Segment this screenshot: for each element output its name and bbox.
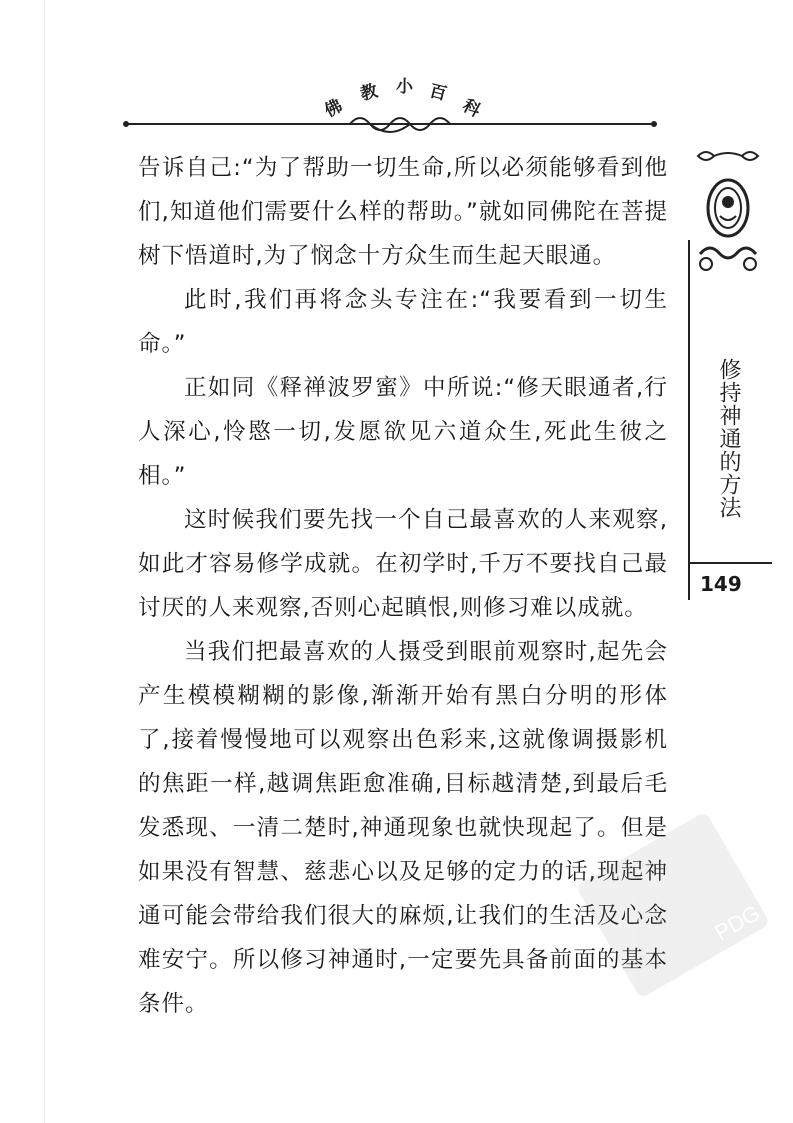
paragraph: 当我们把最喜欢的人摄受到眼前观察时,起先会产生模模糊糊的影像,渐渐开始有黑白分明的形体了,接着慢慢地可以观察出色彩来,这就像调摄影机的焦距一样,越调焦距愈准确,目标越清楚,到最后毛发悉现、一清二楚时,神通现象也就快现起了。但是如果没有智慧、慈悲心以及足够的定力的话,现起神通可能会带给我们很大的麻烦,让我们的生活及心念难安宁。所以修习神通时,一定要先具备前面的基本条件。 — [138, 639, 668, 1017]
series-char: 科 — [459, 95, 484, 122]
series-char: 佛 — [321, 95, 346, 122]
paragraph: 告诉自己:“为了帮助一切生命,所以必须能够看到他们,知道他们需要什么样的帮助。”就如同佛陀在菩提树下悟道时,为了悯念十方众生而生起天眼通。 — [138, 155, 668, 269]
paragraph: 这时候我们要先找一个自己最喜欢的人来观察,如此才容易修学成就。在初学时,千万不要找自己最讨厌的人来观察,否则心起瞋恨,则修习难以成就。 — [138, 507, 668, 621]
margin-vertical-rule — [688, 240, 690, 600]
chapter-title: 修持神通的方法 — [716, 358, 741, 519]
buddha-emblem-icon — [692, 146, 764, 278]
watermark-text: PDG — [710, 899, 765, 946]
series-char: 百 — [427, 81, 449, 105]
paragraph: 此时,我们再将念头专注在:“我要看到一切生命。” — [138, 287, 668, 357]
series-char: 教 — [358, 81, 380, 105]
series-char: 小 — [396, 77, 413, 97]
page-number: 149 — [700, 572, 742, 596]
page-number-rule — [688, 562, 772, 564]
scan-edge-line — [44, 0, 45, 1123]
header-ornament-rule — [120, 116, 660, 142]
library-watermark-seal — [578, 800, 768, 1010]
paragraph: 正如同《释禅波罗蜜》中所说:“修天眼通者,行人深心,怜愍一切,发愿欲见六道众生,死此生彼之相。” — [138, 375, 668, 489]
series-title — [318, 72, 488, 120]
